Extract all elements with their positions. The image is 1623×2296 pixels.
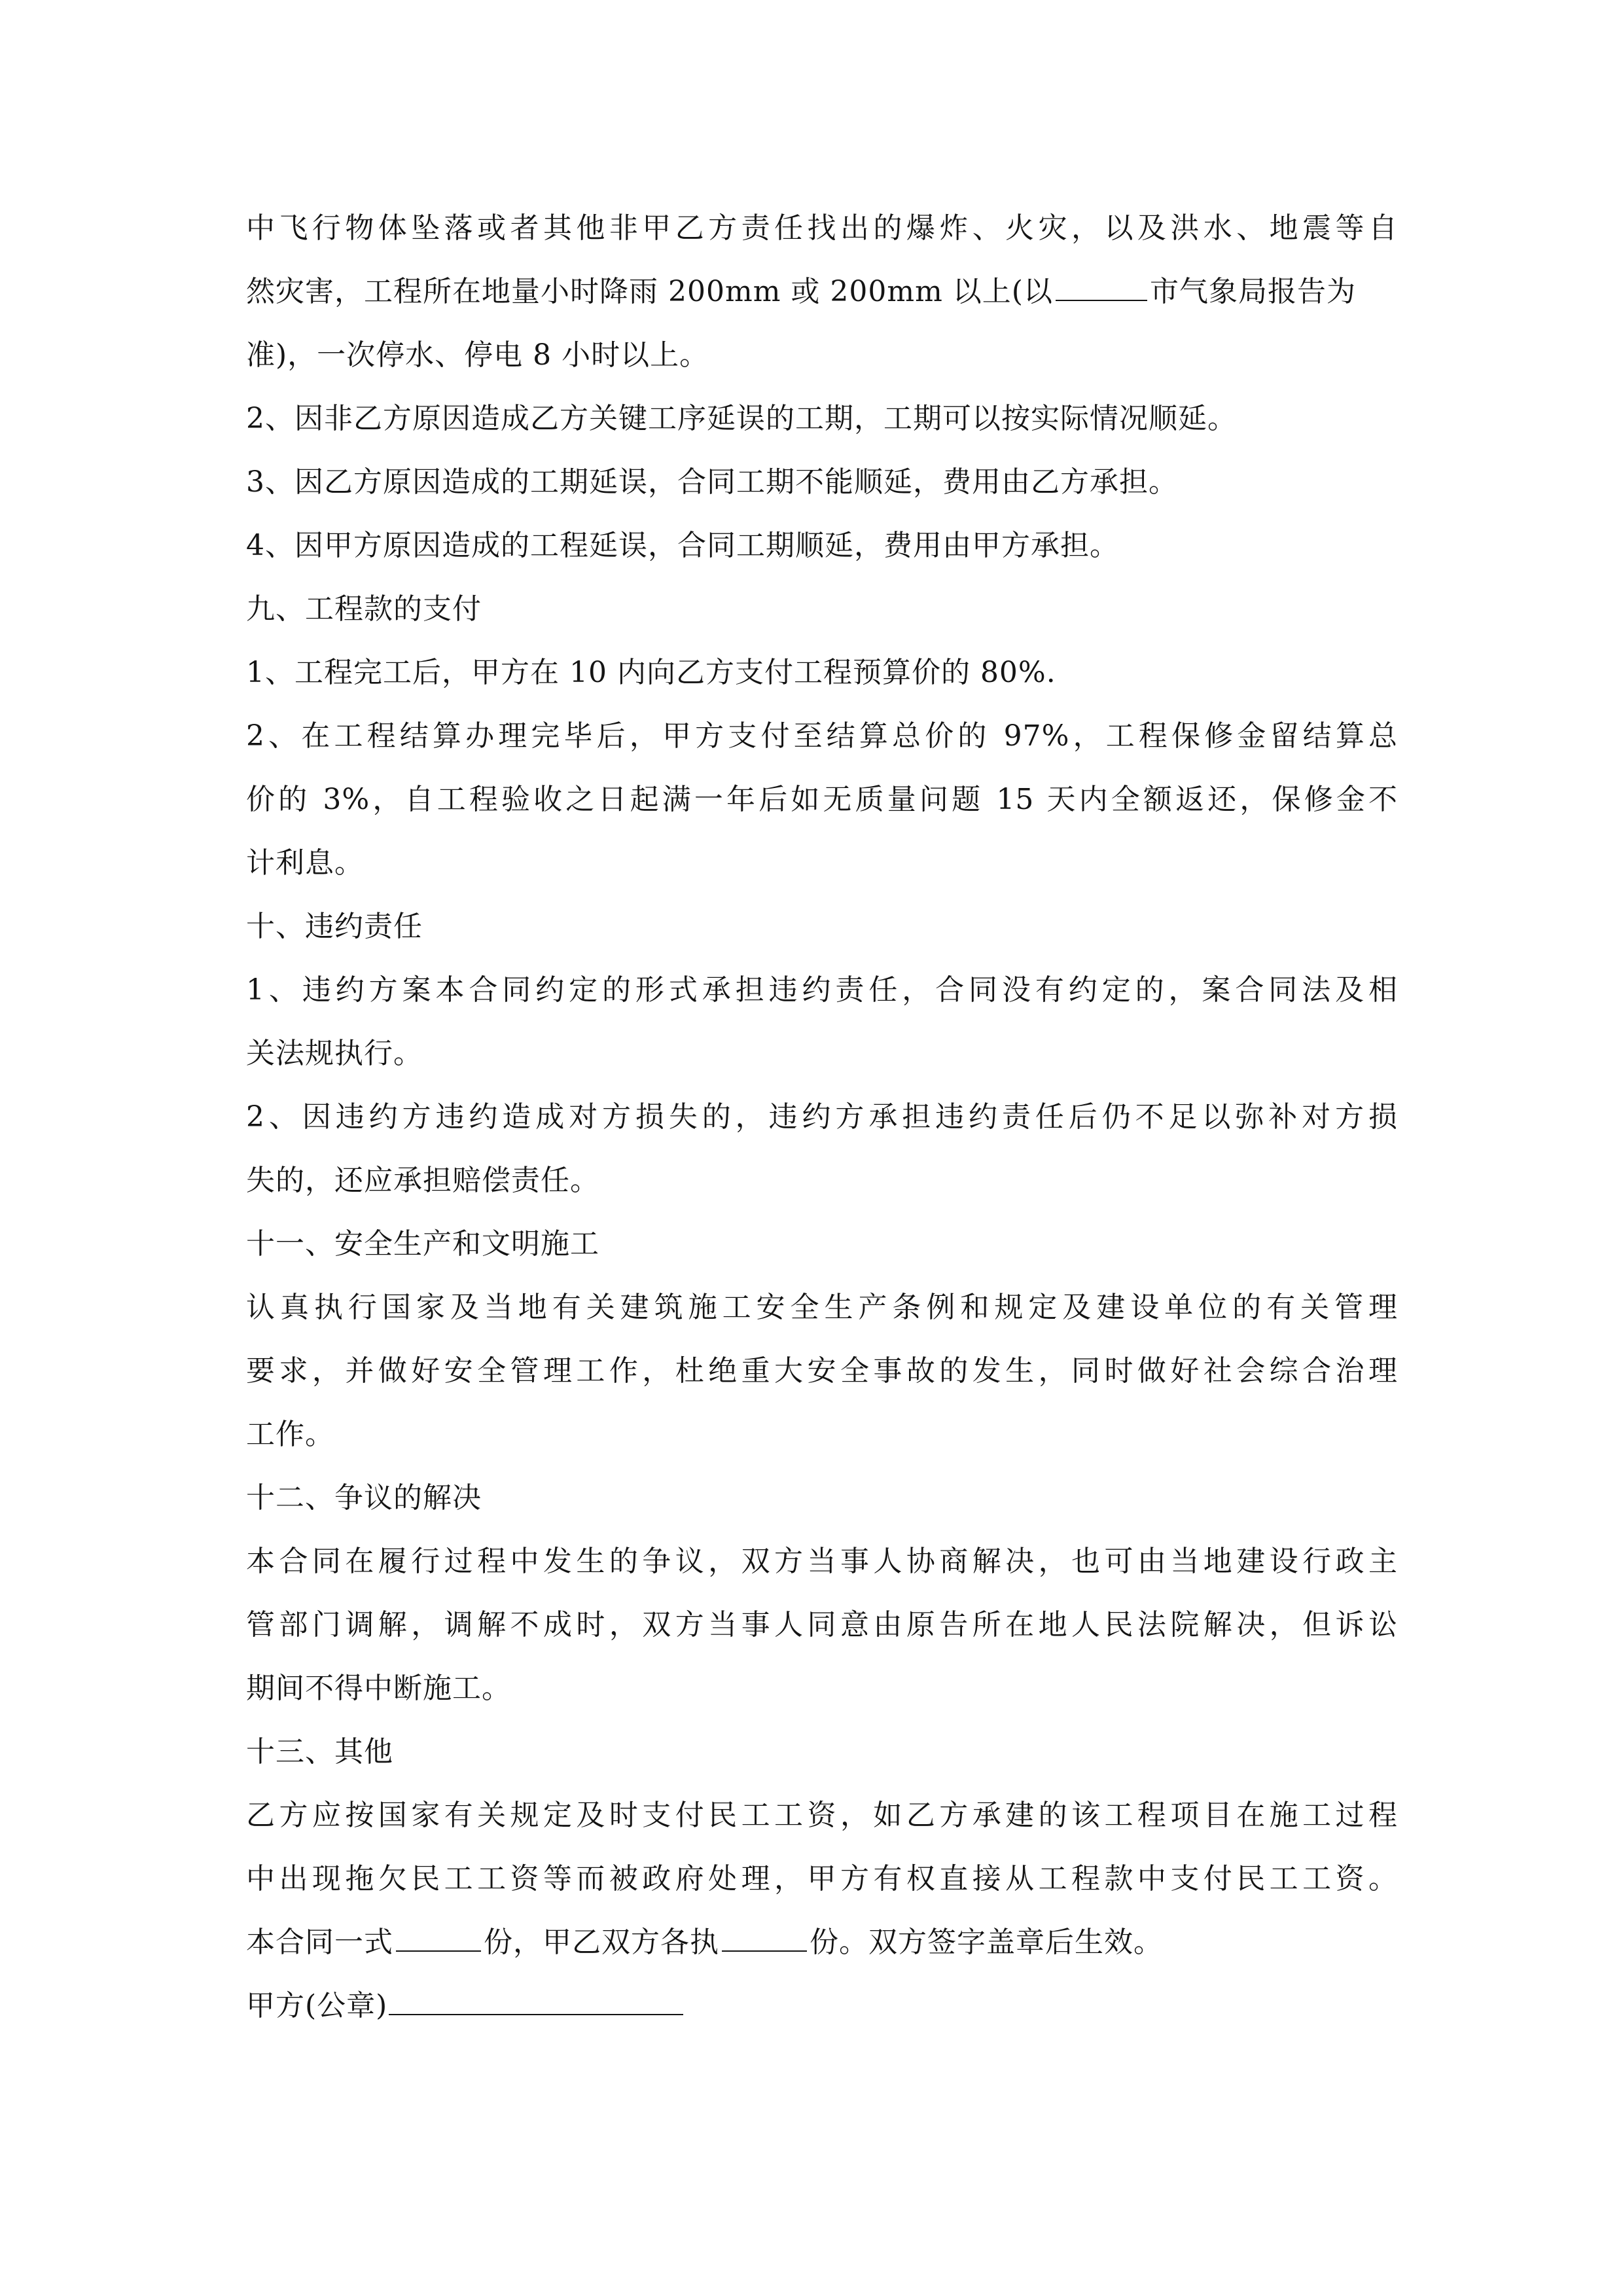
force-majeure-line-1: 中飞行物体坠落或者其他非甲乙方责任找出的爆炸、火灾，以及洪水、地震等自 (246, 211, 1398, 245)
city-blank-field (1056, 299, 1147, 301)
party-a-seal-label: 甲方(公章) (246, 1989, 388, 2022)
section-9-item-2-line-3: 计利息。 (246, 846, 364, 880)
copies-line (246, 1910, 1398, 1974)
copies-text-3: 份。双方签字盖章后生效。 (810, 1926, 1163, 1959)
delay-item-2: 2、因非乙方原因造成乙方关键工序延误的工期，工期可以按实际情况顺延。 (246, 402, 1237, 435)
section-11-line-1: 认真执行国家及当地有关建筑施工安全生产条例和规定及建设单位的有关管理 (246, 1291, 1398, 1324)
total-copies-blank-field (396, 1950, 481, 1952)
section-9-item-2-line-2: 价的 3%，自工程验收之日起满一年后如无质量问题 15 天内全额返还，保修金不 (246, 783, 1398, 816)
section-12-heading: 十二、争议的解决 (246, 1481, 482, 1515)
section-13-heading: 十三、其他 (246, 1735, 393, 1768)
section-10-heading: 十、违约责任 (246, 910, 423, 943)
force-majeure-line-3: 准)，一次停水、停电 8 小时以上。 (246, 338, 709, 372)
section-11-heading: 十一、安全生产和文明施工 (246, 1227, 599, 1261)
section-9-item-1: 1、工程完工后，甲方在 10 内向乙方支付工程预算价的 80%. (246, 656, 1056, 689)
delay-item-3: 3、因乙方原因造成的工期延误，合同工期不能顺延，费用由乙方承担。 (246, 465, 1178, 499)
section-10-item-1-line-1: 1、违约方案本合同约定的形式承担违约责任，合同没有约定的，案合同法及相 (246, 973, 1398, 1007)
force-majeure-line-2-after: 市气象局报告为 (1149, 275, 1356, 308)
party-a-seal-blank-field (389, 2013, 683, 2015)
force-majeure-line-2 (246, 260, 1398, 323)
section-10-item-2-line-1: 2、因违约方违约造成对方损失的，违约方承担违约责任后仍不足以弥补对方损 (246, 1100, 1398, 1134)
section-12-line-1: 本合同在履行过程中发生的争议，双方当事人协商解决，也可由当地建设行政主 (246, 1545, 1398, 1578)
section-13-line-1: 乙方应按国家有关规定及时支付民工工资，如乙方承建的该工程项目在施工过程 (246, 1799, 1398, 1832)
section-13-line-2: 中出现拖欠民工工资等而被政府处理，甲方有权直接从工程款中支付民工工资。 (246, 1862, 1398, 1895)
section-10-item-1-line-2: 关法规执行。 (246, 1037, 423, 1070)
delay-item-4: 4、因甲方原因造成的工程延误，合同工期顺延，费用由甲方承担。 (246, 529, 1119, 562)
party-a-seal-line (246, 1974, 1398, 2037)
section-12-line-3: 期间不得中断施工。 (246, 1672, 511, 1705)
section-9-heading: 九、工程款的支付 (246, 592, 482, 626)
section-10-item-2-line-2: 失的，还应承担赔偿责任。 (246, 1164, 599, 1197)
copies-each-blank-field (722, 1950, 807, 1952)
section-9-item-2-line-1: 2、在工程结算办理完毕后，甲方支付至结算总价的 97%，工程保修金留结算总 (246, 719, 1398, 753)
contract-body (246, 196, 1398, 2037)
force-majeure-line-2-before: 然灾害，工程所在地量小时降雨 200mm 或 200mm 以上(以 (246, 275, 1053, 308)
section-11-line-3: 工作。 (246, 1418, 334, 1451)
copies-text-1: 本合同一式 (246, 1926, 393, 1959)
section-12-line-2: 管部门调解，调解不成时，双方当事人同意由原告所在地人民法院解决，但诉讼 (246, 1608, 1398, 1641)
copies-text-2: 份，甲乙双方各执 (484, 1926, 719, 1959)
section-11-line-2: 要求，并做好安全管理工作，杜绝重大安全事故的发生，同时做好社会综合治理 (246, 1354, 1398, 1388)
